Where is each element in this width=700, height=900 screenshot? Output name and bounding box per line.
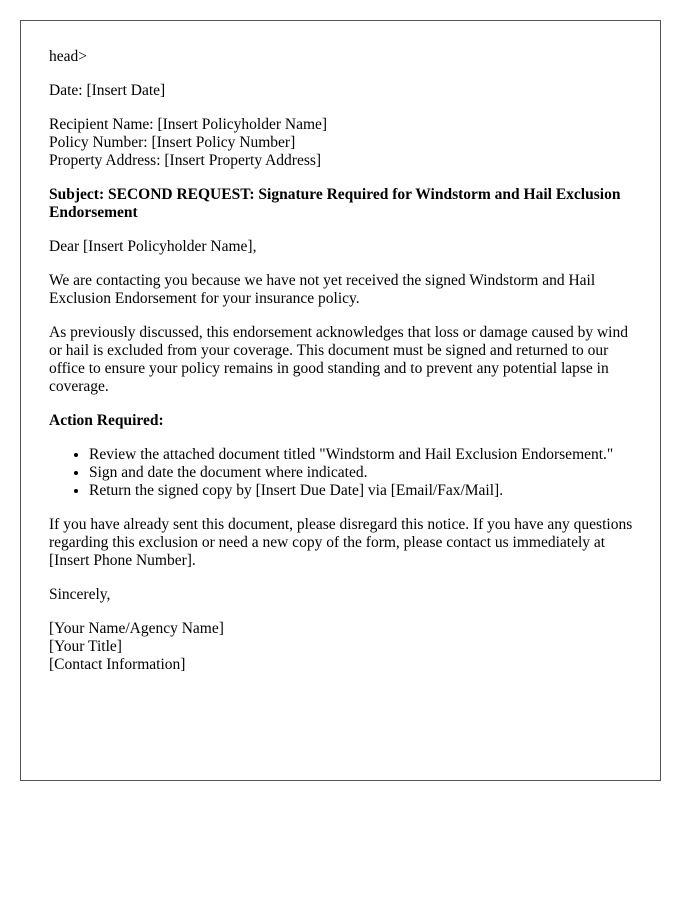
recipient-block [49,116,639,170]
body-paragraph-2: As previously discussed, this endorsement acknowledges that loss or damage caused by wind or hail is excluded from your coverage. This document must be signed and returned to our office to ensure your policy remains in good standing and to prevent any potential lapse in coverage. [49,324,628,395]
signature-block [49,620,639,674]
property-address: Property Address: [Insert Property Address] [49,152,322,169]
signature-contact: [Contact Information] [49,656,186,673]
stray-text: head> [49,48,88,65]
action-item: • Review the attached document titled "Windstorm and Hail Exclusion Endorsement." [89,446,639,464]
recipient-name: Recipient Name: [Insert Policyholder Name] [49,116,328,133]
action-item: • Sign and date the document where indicated. [89,464,639,482]
salutation: Dear [Insert Policyholder Name], [49,238,257,255]
signature-name: [Your Name/Agency Name] [49,620,224,637]
closing: Sincerely, [49,586,111,603]
signature-title: [Your Title] [49,638,122,655]
action-heading: Action Required: [49,412,164,429]
action-list [49,446,639,500]
letter-page [20,20,661,781]
subject-line: Subject: SECOND REQUEST: Signature Required for Windstorm and Hail Exclusion Endorsement [49,186,621,221]
body-paragraph-1: We are contacting you because we have not yet received the signed Windstorm and Hail Exclusion Endorsement for your insurance policy. [49,272,596,307]
body-paragraph-3: If you have already sent this document, please disregard this notice. If you have any questions regarding this exclusion or need a new copy of the form, please contact us immediately at [Insert Phone Number]. [49,516,633,569]
action-item: • Return the signed copy by [Insert Due Date] via [Email/Fax/Mail]. [89,482,639,500]
policy-number: Policy Number: [Insert Policy Number] [49,134,296,151]
letter-content [49,48,639,690]
date-line: Date: [Insert Date] [49,82,166,99]
